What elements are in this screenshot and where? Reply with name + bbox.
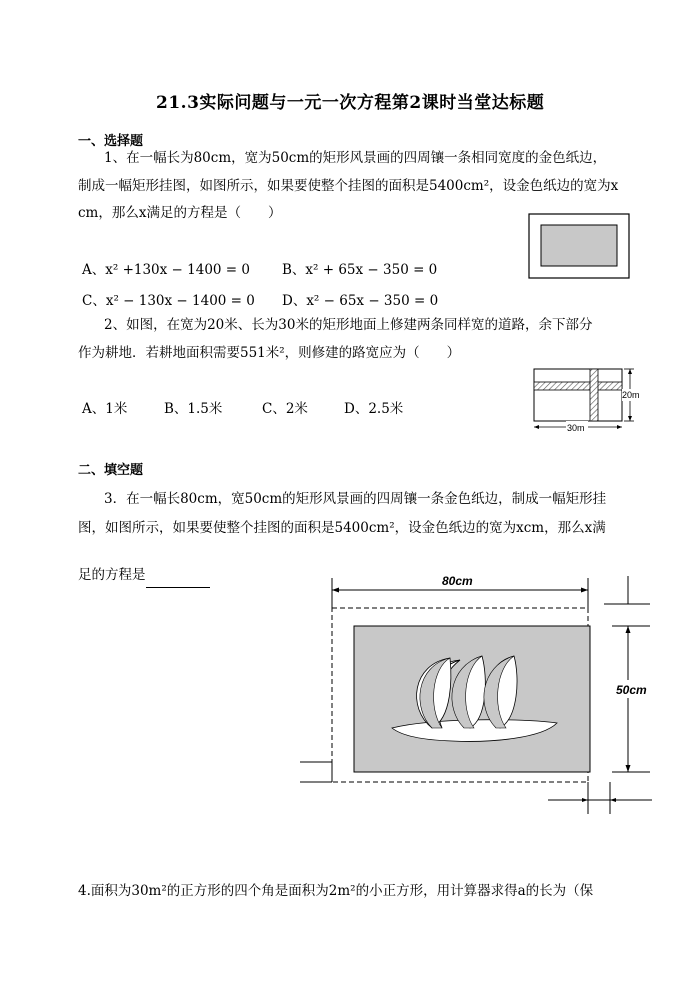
q2-line1: 2、如图，在宽为20米、长为30米的矩形地面上修建两条同样宽的道路，余下部分 xyxy=(104,317,593,333)
q4-line1: 4.面积为30m²的正方形的四个角是面积为2m²的小正方形，用计算器求得a的长为（保 xyxy=(78,883,594,899)
q3-answer-blank[interactable] xyxy=(146,573,210,588)
q3-fig-width-label: 80cm xyxy=(442,574,473,588)
q1-figure xyxy=(528,213,630,279)
page-title: 21.3实际问题与一元一次方程第2课时当堂达标题 xyxy=(156,93,545,113)
q2-option-d: D、2.5米 xyxy=(344,401,404,417)
q1-option-b: B、x² + 65x − 350 = 0 xyxy=(282,262,438,278)
section-heading-fill: 二、填空题 xyxy=(78,463,144,478)
q1-option-a: A、x² +130x − 1400 = 0 xyxy=(82,262,250,278)
q3-line3: 足的方程是 xyxy=(78,567,146,583)
q3-figure xyxy=(292,568,664,818)
q2-option-c: C、2米 xyxy=(262,401,308,417)
q1-option-c: C、x² − 130x − 1400 = 0 xyxy=(82,293,255,309)
section-heading-choice: 一、选择题 xyxy=(78,134,144,149)
q3-line2: 图，如图所示，如果要使整个挂图的面积是5400cm²，设金色纸边的宽为xcm，那么x满 xyxy=(78,520,606,536)
q2-option-a: A、1米 xyxy=(82,401,128,417)
q2-fig-height-label: 20m xyxy=(622,390,640,400)
q3-line1: 3．在一幅长80cm，宽50cm的矩形风景画的四周镶一条金色纸边，制成一幅矩形挂 xyxy=(104,491,607,507)
q2-figure xyxy=(528,365,646,435)
q2-fig-width-label: 30m xyxy=(567,423,585,433)
q3-fig-height-label: 50cm xyxy=(616,683,647,697)
q1-line1: 1、在一幅长为80cm，宽为50cm的矩形风景画的四周镶一条相同宽度的金色纸边， xyxy=(104,150,607,166)
q2-line2: 作为耕地．若耕地面积需要551米²，则修建的路宽应为（ ） xyxy=(78,345,461,361)
q3-line3-wrap xyxy=(78,562,210,588)
q1-option-d: D、x² − 65x − 350 = 0 xyxy=(282,293,439,309)
q2-option-b: B、1.5米 xyxy=(164,401,223,417)
q1-line3: cm，那么x满足的方程是（ ） xyxy=(78,205,282,221)
q1-line2: 制成一幅矩形挂图，如图所示，如果要使整个挂图的面积是5400cm²，设金色纸边的宽为x xyxy=(78,178,619,194)
